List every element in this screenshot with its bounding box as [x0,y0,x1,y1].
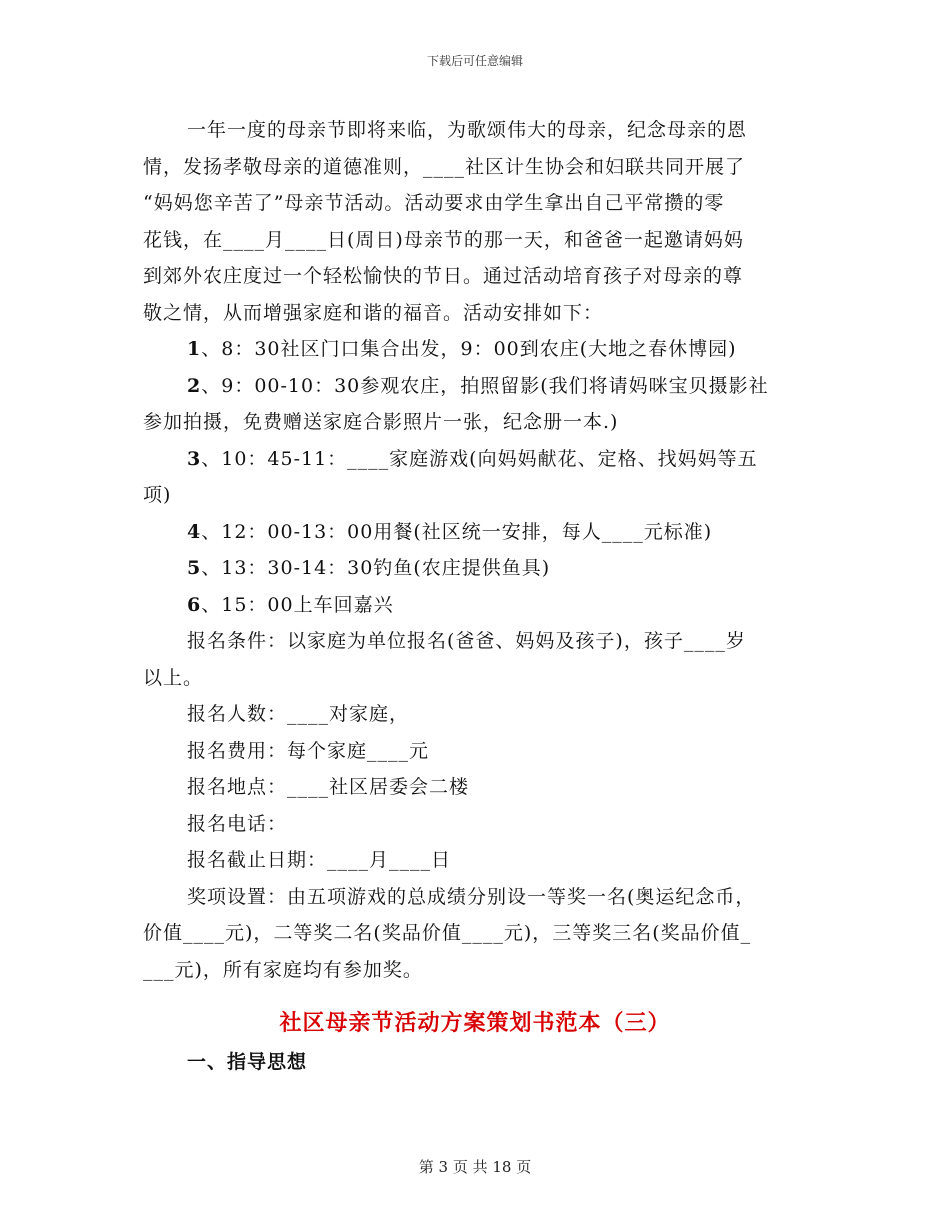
schedule-item-2-cont: 参加拍摄，免费赠送家庭合影照片一张，纪念册一本.) [143,411,619,433]
intro-line: 花钱，在____月____日(周日)母亲节的那一天，和爸爸一起邀请妈妈 [143,228,744,251]
schedule-item-6 [143,587,813,624]
list-number: 4 [187,520,202,543]
registration-phone: 报名电话： [187,812,288,835]
registration-location: 报名地点：____社区居委会二楼 [187,776,470,798]
registration-fee: 报名费用：每个家庭____元 [187,739,430,762]
schedule-text: 、10：45-11：____家庭游戏(向妈妈献花、定格、找妈妈等五 [201,447,758,470]
page-header-note: 下载后可任意编辑 [426,54,523,68]
schedule-item-2 [143,368,813,405]
section-title: 社区母亲节活动方案策划书范本（三） [279,1011,671,1036]
intro-line: “妈妈您辛苦了”母亲节活动。活动要求由学生拿出自己平常攒的零 [143,192,725,214]
intro-line: 敬之情，从而增强家庭和谐的福音。活动安排如下： [143,301,604,324]
schedule-text: 、12：00-13：00用餐(社区统一安排，每人____元标准) [201,520,713,543]
schedule-item-1 [143,331,813,368]
schedule-item-5 [143,550,813,587]
document-body [143,112,813,988]
schedule-text: 、15：00上车回嘉兴 [201,593,394,616]
schedule-item-4 [143,514,813,551]
schedule-item-3 [143,441,813,478]
list-number: 6 [187,593,202,616]
registration-conditions: 报名条件：以家庭为单位报名(爸爸、妈妈及孩子)，孩子____岁 [187,630,746,652]
schedule-text: 、9：00-10：30参观农庄，拍照留影(我们将请妈咪宝贝摄影社 [201,374,769,397]
list-number: 2 [187,374,202,397]
intro-line: 一年一度的母亲节即将来临，为歌颂伟大的母亲，纪念母亲的恩 [187,119,748,141]
awards-line: ___元)，所有家庭均有参加奖。 [143,958,423,981]
list-number: 5 [187,557,202,579]
awards-line: 奖项设置：由五项游戏的总成绩分别设一等奖一名(奥运纪念币， [187,885,756,908]
section-heading: 一、指导思想 [187,1051,308,1073]
schedule-text: 、13：30-14：30钓鱼(农庄提供鱼具) [201,557,551,579]
awards-line: 价值____元)，二等奖二名(奖品价值____元)，三等奖三名(奖品价值_ [143,922,752,944]
registration-conditions-cont: 以上。 [143,666,204,689]
registration-deadline: 报名截止日期：____月____日 [187,849,452,871]
intro-line: 到郊外农庄度过一个轻松愉快的节日。通过活动培育孩子对母亲的尊 [143,265,744,287]
registration-count: 报名人数：____对家庭， [187,703,410,725]
schedule-item-3-cont: 项) [143,484,172,506]
page-number: 第 3 页 共 18 页 [418,1158,532,1176]
list-number: 1 [187,338,202,360]
list-number: 3 [187,447,202,470]
schedule-text: 、8：30社区门口集合出发，9：00到农庄(大地之春休博园) [201,338,737,360]
intro-line: 情，发扬孝敬母亲的道德准则，____社区计生协会和妇联共同开展了 [143,155,746,178]
